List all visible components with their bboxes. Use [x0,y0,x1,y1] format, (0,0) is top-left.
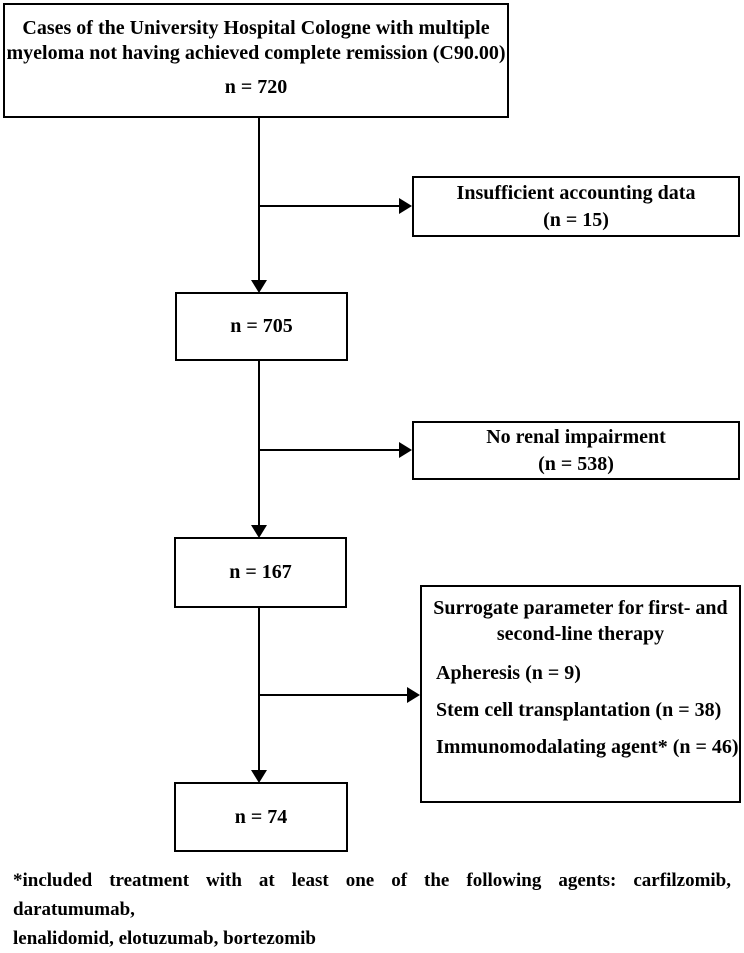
surrogate-title-line1: Surrogate parameter for first- and [433,597,728,619]
total-cases-count: n = 720 [224,76,288,98]
node-n74 [174,782,348,852]
footnote [13,866,731,953]
node-total-cases [3,3,509,118]
node-excluded-accounting [412,176,740,237]
excluded-accounting-label: Insufficient accounting data [456,181,696,204]
surrogate-item-immunomodalating: Immunomodalating agent* (n = 46) [436,736,739,758]
surrogate-item-list [422,661,739,759]
total-cases-text-line1: Cases of the University Hospital Cologne with multiple [22,17,490,39]
n167-count: n = 167 [229,561,292,583]
surrogate-title-line2: second-line therapy [496,623,665,645]
arrowhead-right-renal [399,442,412,458]
total-cases-text-line2: myeloma not having achieved complete remission (C90.00) [6,42,506,64]
arrowhead-right-accounting [399,198,412,214]
n74-count: n = 74 [234,805,288,828]
node-n167 [174,537,347,608]
node-excluded-no-renal-impairment [412,421,740,480]
excluded-renal-label: No renal impairment [486,425,666,448]
node-surrogate-parameters [420,585,741,803]
excluded-accounting-count: (n = 15) [543,208,609,231]
footnote-line2: lenalidomid, elotuzumab, bortezomib [13,928,316,949]
excluded-renal-count: (n = 538) [538,452,614,475]
n705-count: n = 705 [230,315,293,337]
surrogate-title [422,587,739,647]
arrowhead-right-surrogate [407,687,420,703]
footnote-line1: *included treatment with at least one of the following agents: carfilzomib, daratumumab, [13,870,731,920]
surrogate-item-stem-cell: Stem cell transplantation (n = 38) [436,699,722,721]
surrogate-item-apheresis: Apheresis (n = 9) [436,662,581,684]
node-n705 [175,292,348,361]
